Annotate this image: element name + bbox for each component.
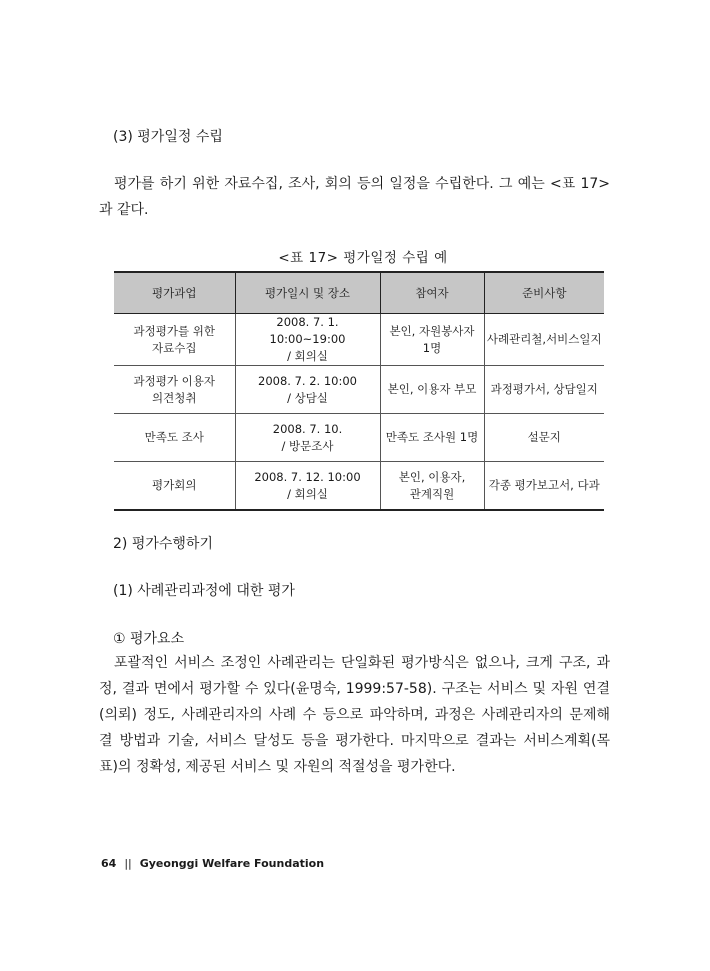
cell-datetime: 2008. 7. 1. 10:00~19:00 / 회의실: [235, 314, 380, 366]
body-line: 포괄적인 서비스 조정인 사례관리는 단일화된 평가방식은 없으나, 크게 구조, 과: [114, 655, 610, 671]
item-heading: ① 평가요소: [113, 631, 185, 647]
cell-prep: 설문지: [484, 414, 604, 462]
body-paragraph: [99, 650, 610, 780]
subsubsection-heading: (1) 사례관리과정에 대한 평가: [113, 583, 295, 599]
body-line: 결 방법과 기술, 서비스 달성도 등을 평가한다. 마지막으로 결과는 서비스계획(목: [99, 733, 610, 749]
table-row: [114, 414, 604, 462]
cell-task: 만족도 조사: [114, 414, 235, 462]
cell-datetime: 2008. 7. 10. / 방문조사: [235, 414, 380, 462]
cell-datetime: 2008. 7. 2. 10:00 / 상담실: [235, 366, 380, 414]
section-heading: (3) 평가일정 수립: [113, 129, 223, 145]
page-footer: [101, 857, 324, 870]
intro-paragraph: [99, 171, 610, 223]
body-line: (의뢰) 정도, 사례관리자의 사례 수 등으로 파악하며, 과정은 사례관리자의 문제해: [99, 707, 610, 723]
cell-prep: 각종 평가보고서, 다과: [484, 462, 604, 511]
cell-task: 평가회의: [114, 462, 235, 511]
cell-task: 과정평가 이용자 의견청취: [114, 366, 235, 414]
intro-line-2: 과 같다.: [99, 202, 149, 218]
footer-separator: ||: [124, 857, 132, 870]
header-datetime: 평가일시 및 장소: [235, 272, 380, 314]
cell-prep: 사례관리철,서비스일지: [484, 314, 604, 366]
header-task: 평가과업: [114, 272, 235, 314]
cell-participants: 본인, 자원봉사자 1명: [380, 314, 484, 366]
cell-task: 과정평가를 위한 자료수집: [114, 314, 235, 366]
body-line: 표)의 정확성, 제공된 서비스 및 자원의 적절성을 평가한다.: [99, 759, 456, 775]
table-row: [114, 366, 604, 414]
cell-participants: 만족도 조사원 1명: [380, 414, 484, 462]
cell-participants: 본인, 이용자, 관계직원: [380, 462, 484, 511]
schedule-table: [114, 271, 604, 511]
intro-line-1: 평가를 하기 위한 자료수집, 조사, 회의 등의 일정을 수립한다. 그 예는 <표 17>: [114, 176, 610, 192]
cell-datetime: 2008. 7. 12. 10:00 / 회의실: [235, 462, 380, 511]
table-row: [114, 314, 604, 366]
table-header-row: [114, 272, 604, 314]
cell-participants: 본인, 이용자 부모: [380, 366, 484, 414]
cell-prep: 과정평가서, 상담일지: [484, 366, 604, 414]
table-caption: <표 17> 평가일정 수립 예: [278, 250, 448, 266]
footer-organization: Gyeonggi Welfare Foundation: [139, 857, 325, 870]
page-number: 64: [101, 857, 117, 870]
body-line: 정, 결과 면에서 평가할 수 있다(윤명숙, 1999:57-58). 구조는 서비스 및 자원 연결: [99, 681, 610, 697]
subsection-heading: 2) 평가수행하기: [113, 536, 213, 552]
header-participants: 참여자: [380, 272, 484, 314]
table-row: [114, 462, 604, 511]
header-prep: 준비사항: [484, 272, 604, 314]
